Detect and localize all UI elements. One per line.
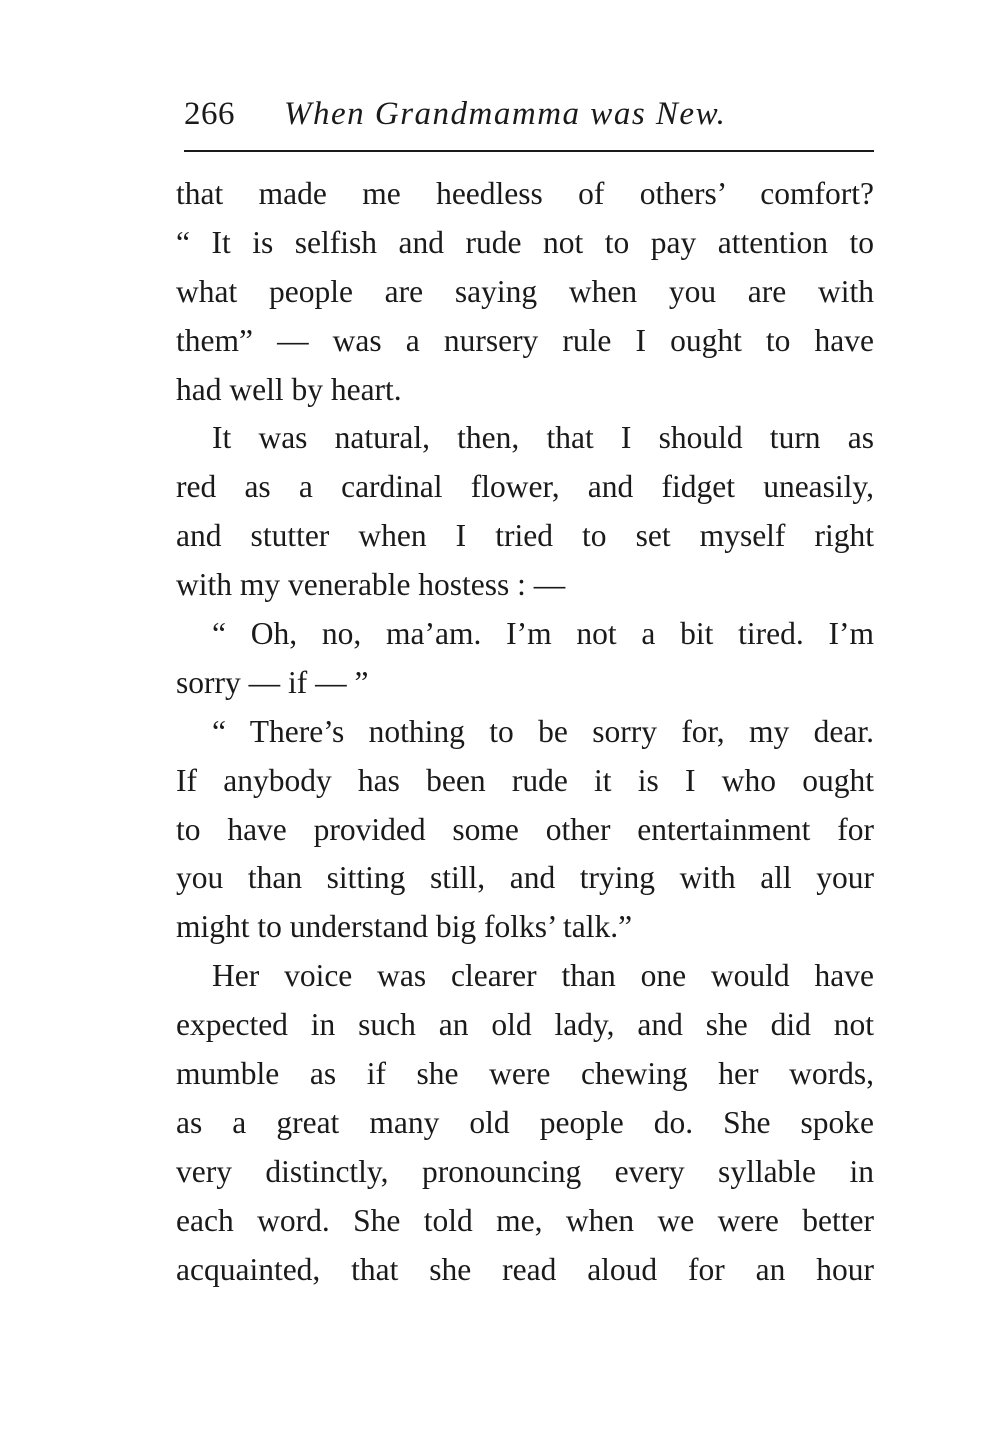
text-line: mumble as if she were chewing her words, [176,1056,874,1092]
text-line: you than sitting still, and trying with all your [176,860,874,896]
text-line: acquainted, that she read aloud for an hour [176,1251,874,1287]
text-line: to have provided some other entertainment for [176,811,874,847]
text-line: what people are saying when you are with [176,273,874,309]
text-line: had well by heart. [176,371,402,407]
text-line: each word. She told me, when we were better [176,1202,874,1238]
body-text [176,170,874,1294]
text-line: red as a cardinal flower, and fidget uneasily, [176,469,874,505]
running-title: When Grandmamma was New. [284,96,727,132]
text-line: If anybody has been rude it is I who ought [176,762,874,798]
text-line: “ Oh, no, ma’am. I’m not a bit tired. I’m [212,616,874,652]
book-page [176,92,874,1294]
text-line: sorry — if — ” [176,664,369,700]
text-line: It was natural, then, that I should turn as [212,420,874,456]
text-line: with my venerable hostess : — [176,567,566,603]
text-line: very distinctly, pronouncing every syllable in [176,1153,874,1189]
header-rule [184,150,874,152]
running-head [176,92,874,144]
text-line: as a great many old people do. She spoke [176,1104,874,1140]
text-line: and stutter when I tried to set myself right [176,518,874,554]
text-line: “ It is selfish and rude not to pay attention to [176,224,874,260]
text-line: them” — was a nursery rule I ought to have [176,322,874,358]
text-line: Her voice was clearer than one would have [212,958,874,994]
text-line: “ There’s nothing to be sorry for, my dear. [212,713,874,749]
text-line: might to understand big folks’ talk.” [176,909,633,945]
text-line: expected in such an old lady, and she did not [176,1007,874,1043]
page-number: 266 [184,96,235,132]
text-line: that made me heedless of others’ comfort? [176,176,874,211]
